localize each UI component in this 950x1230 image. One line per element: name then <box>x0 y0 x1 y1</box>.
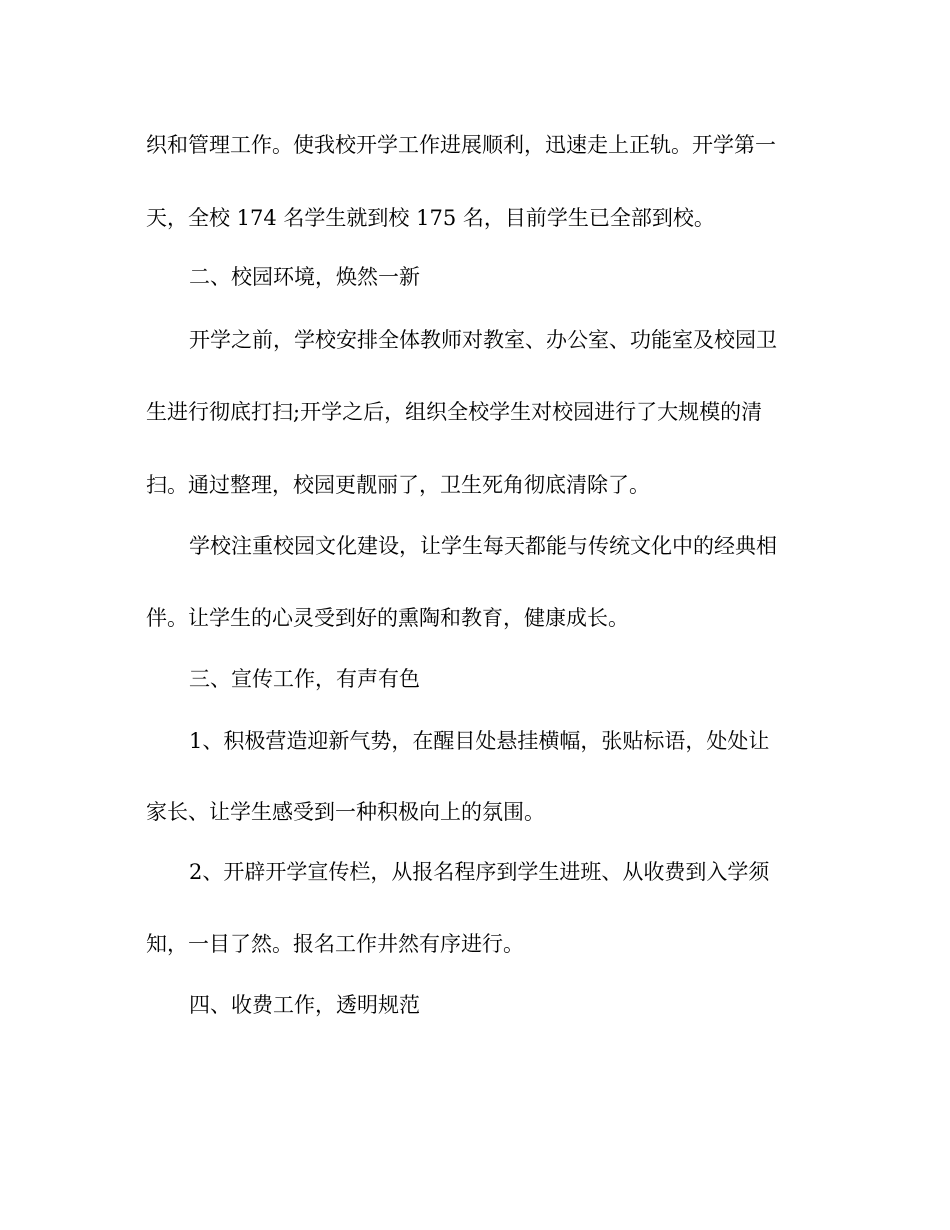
body-text-line: 天，全校 174 名学生就到校 175 名，目前学生已全部到校。 <box>146 206 715 230</box>
paragraph-start-line: 学校注重校园文化建设，让学生每天都能与传统文化中的经典相 <box>189 534 777 558</box>
section-heading: 三、宣传工作，有声有色 <box>189 667 420 691</box>
list-item-line: 2、开辟开学宣传栏，从报名程序到学生进班、从收费到入学须 <box>189 860 770 884</box>
section-heading: 四、收费工作，透明规范 <box>189 993 420 1017</box>
body-text-line: 织和管理工作。使我校开学工作进展顺利，迅速走上正轨。开学第一 <box>146 133 776 157</box>
section-heading: 二、校园环境，焕然一新 <box>189 265 420 289</box>
body-text-line: 伴。让学生的心灵受到好的熏陶和教育，健康成长。 <box>146 606 629 630</box>
list-item-line: 1、积极营造迎新气势，在醒目处悬挂横幅，张贴标语，处处让 <box>189 729 770 753</box>
paragraph-start-line: 开学之前，学校安排全体教师对教室、办公室、功能室及校园卫 <box>189 328 777 352</box>
body-text-line: 家长、让学生感受到一种积极向上的氛围。 <box>146 800 545 824</box>
body-text-line: 扫。通过整理，校园更靓丽了，卫生死角彻底清除了。 <box>146 473 650 497</box>
body-text-line: 知，一目了然。报名工作井然有序进行。 <box>146 932 524 956</box>
body-text-line: 生进行彻底打扫;开学之后，组织全校学生对校园进行了大规模的清 <box>146 400 763 424</box>
